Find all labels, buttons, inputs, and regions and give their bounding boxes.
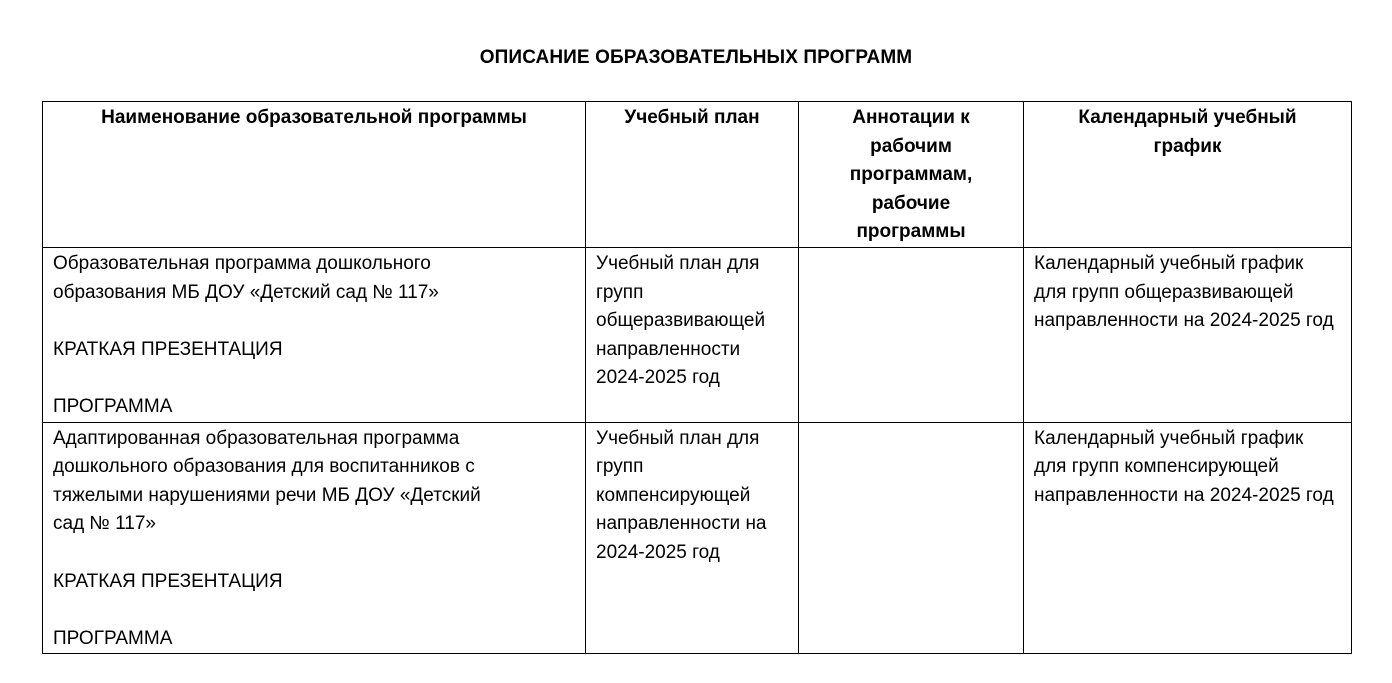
program-link[interactable]: ПРОГРАММА: [53, 627, 173, 649]
presentation-link[interactable]: КРАТКАЯ ПРЕЗЕНТАЦИЯ: [53, 570, 283, 592]
document-title: ОПИСАНИЕ ОБРАЗОВАТЕЛЬНЫХ ПРОГРАММ: [479, 47, 913, 68]
program-name-line: тяжелыми нарушениями речи МБ ДОУ «Детский: [53, 484, 481, 506]
header-curriculum: Учебный план: [586, 102, 799, 248]
programs-table: [42, 101, 1352, 654]
table-row: [43, 247, 1352, 422]
program-link[interactable]: ПРОГРАММА: [53, 395, 173, 417]
annotations-cell: [799, 247, 1024, 422]
program-name-line: Адаптированная образовательная программа: [53, 427, 460, 449]
table-row: [43, 422, 1352, 654]
header-annotations: Аннотации к рабочим программам, рабочие программы: [799, 102, 1024, 248]
schedule-link[interactable]: Календарный учебный график для групп компенсирующей направленности на 2024-2025 год: [1024, 422, 1352, 654]
program-name-line: сад № 117»: [53, 513, 156, 535]
program-name-cell: [43, 422, 586, 654]
program-name-line: дошкольного образования для воспитанников с: [53, 456, 475, 478]
header-schedule: Календарный учебный график: [1024, 102, 1352, 248]
program-name-cell: [43, 247, 586, 422]
program-name-line: Образовательная программа дошкольного: [53, 252, 431, 274]
table-header-row: [43, 102, 1352, 248]
curriculum-link[interactable]: Учебный план для групп компенсирующей направленности на 2024-2025 год: [586, 422, 799, 654]
header-program-name: Наименование образовательной программы: [43, 102, 586, 248]
schedule-link[interactable]: Календарный учебный график для групп общеразвивающей направленности на 2024-2025 год: [1024, 247, 1352, 422]
program-name-line: образования МБ ДОУ «Детский сад № 117»: [53, 281, 439, 303]
curriculum-link[interactable]: Учебный план для групп общеразвивающей направленности 2024-2025 год: [586, 247, 799, 422]
annotations-cell: [799, 422, 1024, 654]
presentation-link[interactable]: КРАТКАЯ ПРЕЗЕНТАЦИЯ: [53, 338, 283, 360]
